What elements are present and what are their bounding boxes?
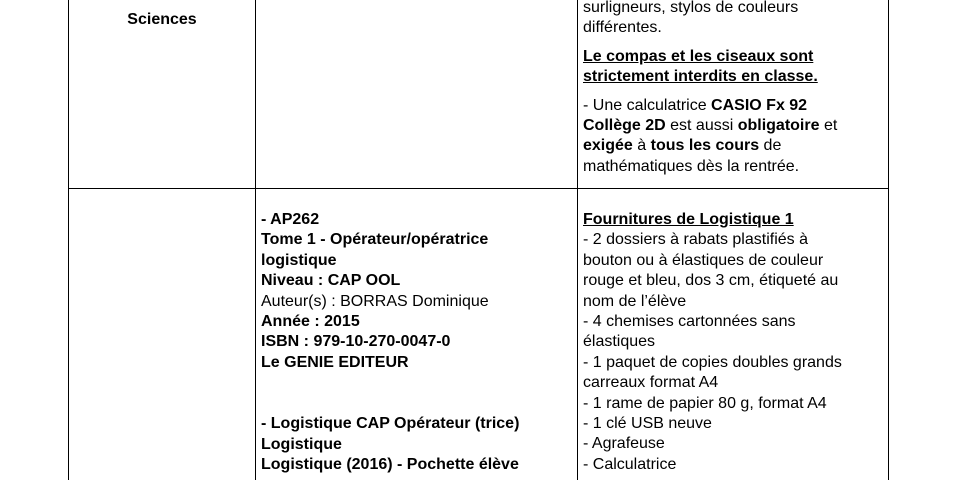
supply-item: - 2 dossiers à rabats plastifiés à [583,231,808,249]
warning-text: Le compas et les ciseaux sont [583,47,814,65]
table-border-col3 [577,0,578,480]
row-separator [68,188,889,189]
books-cell [261,210,573,475]
book-isbn: ISBN : 979-10-270-0047-0 [261,333,451,351]
supply-item: bouton ou à élastiques de couleur [583,251,824,269]
book-level: Niveau : CAP OOL [261,272,401,290]
supply-item: rouge et bleu, dos 3 cm, étiqueté au [583,272,839,290]
supply-item: - Agrafeuse [583,435,665,453]
subject-label: Sciences [127,11,197,28]
supply-item: élastiques [583,333,656,351]
table-border-right [888,0,889,480]
supply-item: carreaux format A4 [583,374,719,392]
book-title: logistique [261,251,337,269]
book2-title: Logistique (2016) - Pochette élève [261,456,519,474]
book-code: - AP262 [261,211,320,228]
supplies-cell-row1 [583,0,883,177]
book-publisher: Le GENIE EDITEUR [261,353,409,371]
book-author: Auteur(s) : BORRAS Dominique [261,292,489,310]
book2-title: - Logistique CAP Opérateur (trice) [261,415,520,433]
table-border-col2 [255,0,256,480]
supply-item: - 4 chemises cartonnées sans [583,313,796,331]
supplies-heading: Fournitures de Logistique 1 [583,211,794,228]
calculator-note: - Une calculatrice CASIO Fx 92 Collège 2D est aussi obligatoire et exigée à tous les cours de mathématiques dès la rentrée. [583,96,838,175]
supplies-cell-row2 [583,210,883,475]
warning-text: strictement interdits en classe. [583,68,818,86]
supply-item: nom de l’élève [583,292,687,310]
supply-item: - Calculatrice [583,455,677,473]
book-year: Année : 2015 [261,313,360,331]
supplies-text: surligneurs, stylos de couleurs [583,0,799,16]
supply-item: - 1 clé USB neuve [583,415,712,433]
supplies-text: différentes. [583,19,662,37]
book2-title: Logistique [261,435,342,453]
supply-item: - 1 paquet de copies doubles grands [583,353,842,371]
supply-item: - 1 rame de papier 80 g, format A4 [583,394,827,412]
book-title: Tome 1 - Opérateur/opératrice [261,231,489,249]
table-border-left [68,0,69,480]
